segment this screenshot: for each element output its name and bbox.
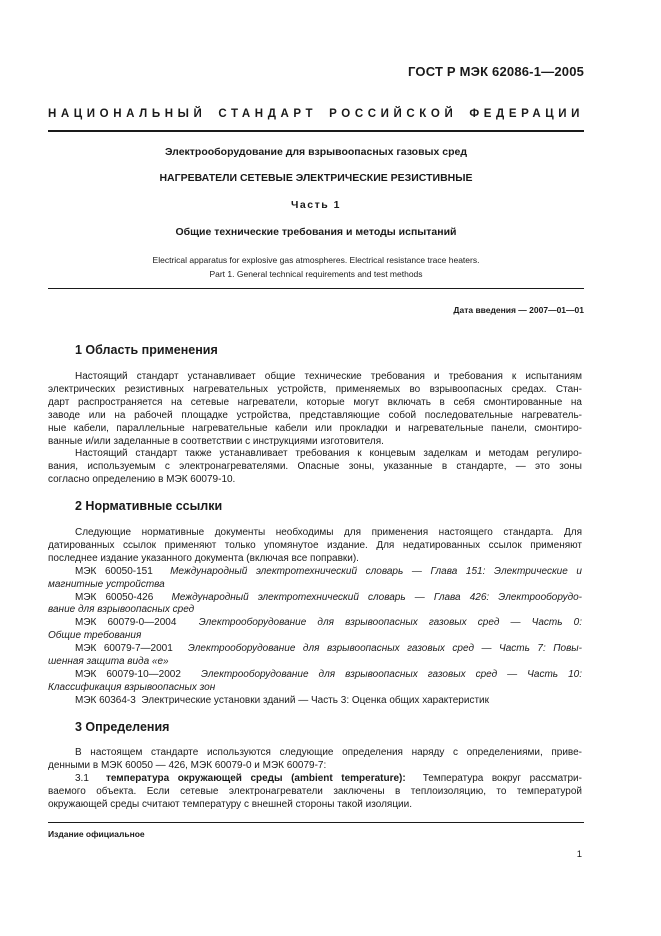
footer-rule — [48, 822, 584, 823]
section2-body — [48, 527, 582, 708]
reference-title-continued: вание для взрывоопасных сред — [48, 604, 195, 616]
reference-entry — [48, 643, 582, 656]
text-line: вания, используемым с электронагревателями. Опасные зоны, указанные в стандарте, — это зоны — [48, 461, 582, 473]
banner-rule — [48, 130, 584, 132]
english-title-line2: Part 1. General technical requirements and test methods — [209, 269, 423, 279]
official-edition-label: Издание официальное — [48, 829, 145, 839]
text-line: Настоящий стандарт также устанавливает требования к концевым заделкам и методам регулиро- — [75, 448, 582, 460]
reference-title-continued: Классификация взрывоопасных зон — [48, 681, 216, 693]
reference-code: МЭК 60079-10—2002 — [75, 668, 181, 680]
text-line: Следующие нормативные документы необходимы для применения настоящего стандарта. Для — [75, 527, 582, 538]
reference-entry — [48, 669, 582, 682]
text-line: дарт распространяется на сетевые нагреватели, которые могут включать в себя смонтированные на — [48, 396, 582, 408]
reference-entry — [48, 695, 582, 708]
title-line2: НАГРЕВАТЕЛИ СЕТЕВЫЕ ЭЛЕКТРИЧЕСКИЕ РЕЗИСТИВНЫЕ — [159, 172, 473, 184]
section3-body — [48, 747, 582, 812]
definition-text: Температура вокруг рассматри- — [422, 772, 582, 784]
page-number: 1 — [576, 849, 582, 860]
reference-title-continued: магнитные устройства — [48, 578, 165, 590]
introduction-date: Дата введения — 2007—01—01 — [453, 305, 584, 315]
reference-code: МЭК 60079-0—2004 — [75, 617, 177, 629]
section1-body — [48, 371, 582, 487]
reference-title: Международный электротехнический словарь — Глава 151: Электрические и — [170, 565, 582, 577]
text-line: окружающей среды считают температуру с внешней стороны такой изоляции. — [48, 798, 412, 810]
text-line: В настоящем стандарте используются следующие определения наряду с определениями, приве- — [75, 747, 582, 758]
title-rule — [48, 288, 584, 289]
reference-code: МЭК 60050-426 — [75, 591, 154, 603]
text-line: последнее издание указанного документа (включая все поправки). — [48, 552, 359, 564]
reference-entry — [48, 592, 582, 605]
english-title — [48, 253, 584, 281]
reference-code: МЭК 60079-7—2001 — [75, 643, 173, 655]
text-line: заводе или на рабочей площадке устройства, представляющие собой последовательные нагреватель- — [48, 409, 582, 421]
reference-entry — [48, 617, 582, 630]
reference-title-continued: Общие требования — [48, 630, 142, 642]
section2-heading: 2 Нормативные ссылки — [75, 499, 223, 513]
definition-term: температура окружающей среды (ambient temperature): — [105, 772, 406, 784]
definition-number: 3.1 — [75, 772, 89, 784]
reference-title-continued: шенная защита вида «е» — [48, 656, 169, 668]
text-line: ваемого объекта. Если сетевые электронагреватели заключены в теплоизоляцию, то температурой — [48, 785, 582, 797]
text-line: Настоящий стандарт устанавливает общие технические требования и требования к испытаниям — [75, 371, 582, 382]
text-line: согласно определению в МЭК 60079-10. — [48, 474, 236, 486]
reference-title: Электрооборудование для взрывоопасных газовых сред — Часть 0: — [198, 617, 582, 629]
reference-code: МЭК 60050-151 — [75, 565, 153, 577]
text-line: денными в МЭК 60050 — 426, МЭК 60079-0 и МЭК 60079-7: — [48, 759, 327, 771]
section1-heading: 1 Область применения — [75, 343, 218, 357]
text-line: электрических резистивных нагревательных устройств, применяемых во взрывоопасных средах. Стан- — [48, 383, 582, 395]
reference-entry — [48, 566, 582, 579]
text-line: ванные и/или заделанные в соответствии с инструкциями изготовителя. — [48, 435, 384, 447]
title-line1: Электрооборудование для взрывоопасных газовых сред — [164, 146, 468, 158]
reference-title: Электрооборудование для взрывоопасных газовых сред — Часть 10: — [200, 668, 582, 680]
definition-entry — [48, 773, 582, 786]
title-subtitle: Общие технические требования и методы испытаний — [175, 226, 457, 238]
part-label: Часть 1 — [291, 199, 341, 211]
reference-title: Электрооборудование для взрывоопасных газовых сред — Часть 7: Повы- — [187, 643, 582, 655]
reference-code: МЭК 60364-3 — [75, 694, 136, 706]
reference-title: Электрические установки зданий — Часть 3: Оценка общих характеристик — [141, 694, 489, 706]
reference-title: Международный электротехнический словарь — Глава 426: Электрооборудо- — [171, 591, 582, 603]
english-title-line1: Electrical apparatus for explosive gas atmospheres. Electrical resistance trace heaters. — [152, 255, 480, 265]
text-line: ные кабели, параллельные нагревательные кабели или прокладки и нагревательные панели, смонтиро- — [48, 422, 582, 434]
section3-heading: 3 Определения — [75, 720, 170, 734]
text-line: датированных ссылок применяют только упомянутое издание. Для недатированных ссылок применяют — [48, 539, 582, 551]
standard-banner: НАЦИОНАЛЬНЫЙ СТАНДАРТ РОССИЙСКОЙ ФЕДЕРАЦИИ — [48, 108, 584, 120]
document-code: ГОСТ Р МЭК 62086-1—2005 — [408, 64, 585, 79]
